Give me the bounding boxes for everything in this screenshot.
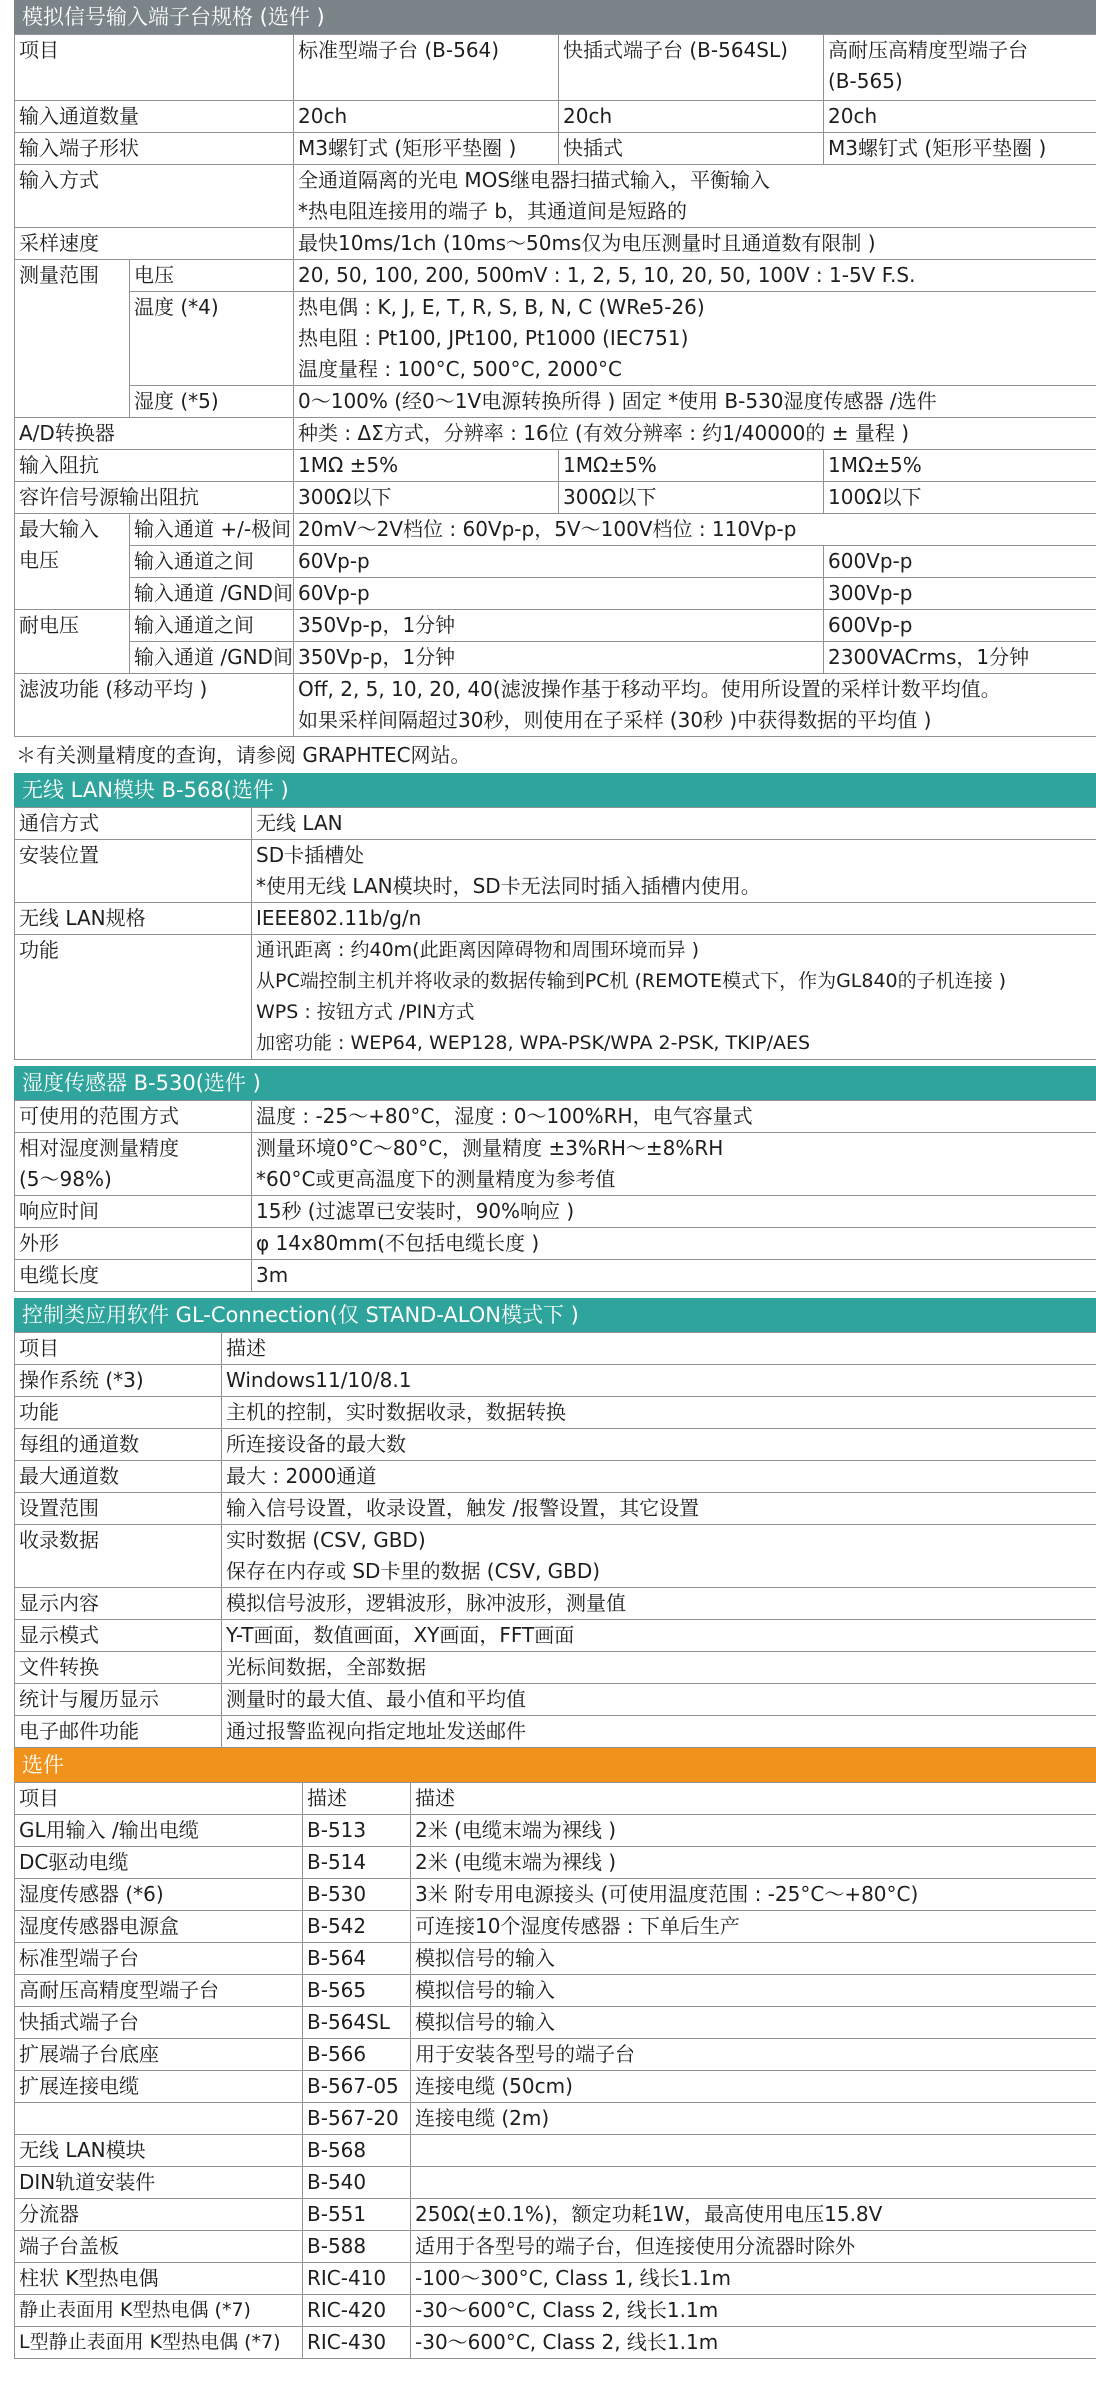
cell-model: RIC-420 [303,2295,411,2327]
cell-model: B-568 [303,2135,411,2167]
analog-spec-table [14,34,1096,737]
row-label: 项目 [15,35,294,101]
humidity-section-title: 湿度传感器 B-530(选件 ) [14,1066,1096,1100]
wlan-section-title: 无线 LAN模块 B-568(选件 ) [14,773,1096,807]
cell-name: 扩展连接电缆 [15,2071,303,2103]
table-row [15,1716,1096,1748]
cell-line: 高耐压高精度型端子台 [828,38,1028,62]
cell-name: GL用输入 /输出电缆 [15,1815,303,1847]
cell-model: B-567-05 [303,2071,411,2103]
row-label: 每组的通道数 [15,1429,222,1461]
cell-desc: 用于安装各型号的端子台 [411,2039,1096,2071]
row-label: 无线 LAN规格 [15,903,252,935]
options-section-title: 选件 [14,1748,1096,1782]
cell [294,165,1096,228]
table-row [15,2231,1096,2263]
sub-label: 湿度 (*5) [130,386,294,418]
cell-desc: 描述 [411,1783,1096,1815]
cell-desc: 3米 附专用电源接头 (可使用温度范围 : -25°C～+80°C) [411,1879,1096,1911]
table-row [15,1588,1096,1620]
row-label: 响应时间 [15,1196,252,1228]
footnote: ＊有关测量精度的查询，请参阅 GRAPHTEC网站。 [16,743,471,767]
cell-desc: 2米 (电缆末端为裸线 ) [411,1815,1096,1847]
cell-desc [411,2135,1096,2167]
cell-model: B-514 [303,1847,411,1879]
row-label: 项目 [15,1333,222,1365]
cell-model: RIC-410 [303,2263,411,2295]
cell-desc: 250Ω(±0.1%)，额定功耗1W，最高使用电压15.8V [411,2199,1096,2231]
cell [222,1525,1096,1588]
sub-label: 输入通道 +/-极间 [130,514,294,546]
cell-name: 湿度传感器 (*6) [15,1879,303,1911]
row-label: 采样速度 [15,228,294,260]
cell-line: 全通道隔离的光电 MOS继电器扫描式输入，平衡输入 [298,168,771,192]
row-label: 显示内容 [15,1588,222,1620]
cell-name: 标准型端子台 [15,1943,303,1975]
cell-line: *60°C或更高温度下的测量精度为参考值 [256,1167,616,1191]
sub-label: 输入通道 /GND间 [130,642,294,674]
table-row [15,2135,1096,2167]
table-row [15,514,1096,546]
cell: 无线 LAN [252,808,1096,840]
cell-name: 高耐压高精度型端子台 [15,1975,303,2007]
cell-model: B-530 [303,1879,411,1911]
cell: 快插式端子台 (B-564SL) [559,35,824,101]
cell-desc: -30～600°C, Class 2, 线长1.1m [411,2295,1096,2327]
table-row [15,840,1096,903]
cell-name [15,2103,303,2135]
cell [824,35,1096,101]
table-row [15,1525,1096,1588]
table-row [15,228,1096,260]
sub-label: 温度 (*4) [130,292,294,386]
cell: 快插式 [559,133,824,165]
table-row [15,450,1096,482]
cell-desc [411,2167,1096,2199]
cell-model: B-588 [303,2231,411,2263]
table-row [15,674,1096,737]
cell: 20, 50, 100, 200, 500mV : 1, 2, 5, 10, 20, 50, 100V : 1-5V F.S. [294,260,1096,292]
cell-desc: 模拟信号的输入 [411,2007,1096,2039]
analog-section-title: 模拟信号输入端子台规格 (选件 ) [14,0,1096,34]
cell-line: 如果采样间隔超过30秒，则使用在子采样 (30秒 )中获得数据的平均值 ) [298,708,932,732]
cell: 所连接设备的最大数 [222,1429,1096,1461]
wlan-spec-table [14,807,1096,1060]
table-row [15,1365,1096,1397]
row-label: 耐电压 [15,610,130,674]
cell-line: *热电阻连接用的端子 b，其通道间是短路的 [298,199,688,223]
cell-name: 端子台盖板 [15,2231,303,2263]
cell-name: DIN轨道安装件 [15,2167,303,2199]
table-row [15,1493,1096,1525]
table-row [15,2327,1096,2359]
table-row [15,1260,1096,1292]
row-label: 测量范围 [15,260,130,418]
humidity-sensor-section [14,1066,1096,1292]
cell-desc: 可连接10个湿度传感器 : 下单后生产 [411,1911,1096,1943]
table-row [15,1461,1096,1493]
options-section [14,1748,1096,2359]
row-label: 滤波功能 (移动平均 ) [15,674,294,737]
row-label: 通信方式 [15,808,252,840]
cell: 60Vp-p [294,546,824,578]
table-row [15,1943,1096,1975]
cell-desc: 连接电缆 (2m) [411,2103,1096,2135]
table-row [15,101,1096,133]
cell-line: 温度量程 : 100°C, 500°C, 2000°C [298,357,623,381]
cell-desc: 2米 (电缆末端为裸线 ) [411,1847,1096,1879]
row-label: 容许信号源输出阻抗 [15,482,294,514]
table-row [15,2039,1096,2071]
table-row [15,165,1096,228]
label-line: 最大输入 [19,517,99,541]
cell: 20ch [294,101,559,133]
cell-line: WPS : 按钮方式 /PIN方式 [256,1001,475,1023]
cell-desc: 模拟信号的输入 [411,1943,1096,1975]
row-label: 输入端子形状 [15,133,294,165]
table-row [15,935,1096,1060]
options-table [14,1782,1096,2359]
cell [294,292,1096,386]
table-row [15,1333,1096,1365]
table-row [15,1228,1096,1260]
cell-name: 分流器 [15,2199,303,2231]
cell: 主机的控制，实时数据收录，数据转换 [222,1397,1096,1429]
table-row [15,1847,1096,1879]
cell-desc: -30～600°C, Class 2, 线长1.1m [411,2327,1096,2359]
cell-model: RIC-430 [303,2327,411,2359]
cell-line: (B-565) [828,69,903,93]
table-row [15,2071,1096,2103]
cell-line: *使用无线 LAN模块时，SD卡无法同时插入插槽内使用。 [256,874,761,898]
cell: M3螺钉式 (矩形平垫圈 ) [294,133,559,165]
table-row [15,903,1096,935]
cell: 350Vp-p，1分钟 [294,610,824,642]
row-label [15,1133,252,1196]
cell-line: 热电阻 : Pt100, JPt100, Pt1000 (IEC751) [298,326,689,350]
cell: 20ch [559,101,824,133]
cell-line: SD卡插槽处 [256,843,365,867]
cell-model: B-551 [303,2199,411,2231]
table-row [15,2295,1096,2327]
row-label: 文件转换 [15,1652,222,1684]
cell-line: 热电偶 : K, J, E, T, R, S, B, N, C (WRe5-26) [298,295,705,319]
table-row [15,1101,1096,1133]
row-label: 输入阻抗 [15,450,294,482]
cell-desc: 连接电缆 (50cm) [411,2071,1096,2103]
table-row [15,808,1096,840]
table-row [15,260,1096,292]
humidity-spec-table [14,1100,1096,1292]
table-row [15,642,1096,674]
cell: 20mV～2V档位 : 60Vp-p，5V～100V档位 : 110Vp-p [294,514,1096,546]
row-label: 电子邮件功能 [15,1716,222,1748]
cell: 测量时的最大值、最小值和平均值 [222,1684,1096,1716]
cell: 600Vp-p [824,610,1096,642]
cell [252,935,1096,1060]
cell: 输入信号设置，收录设置，触发 /报警设置，其它设置 [222,1493,1096,1525]
cell-name: 项目 [15,1783,303,1815]
table-row [15,578,1096,610]
cell-desc: 适用于各型号的端子台，但连接使用分流器时除外 [411,2231,1096,2263]
row-label: 收录数据 [15,1525,222,1588]
cell: M3螺钉式 (矩形平垫圈 ) [824,133,1096,165]
row-label: 显示模式 [15,1620,222,1652]
cell: 2300VACrms，1分钟 [824,642,1096,674]
row-label: 操作系统 (*3) [15,1365,222,1397]
cell-line: 从PC端控制主机并将收录的数据传输到PC机 (REMOTE模式下，作为GL840的子机连接 ) [256,970,1007,992]
row-label: 输入方式 [15,165,294,228]
table-row [15,1815,1096,1847]
table-row [15,1620,1096,1652]
cell: 1MΩ±5% [559,450,824,482]
cell: 600Vp-p [824,546,1096,578]
table-row [15,482,1096,514]
cell: Y-T画面，数值画面，XY画面，FFT画面 [222,1620,1096,1652]
table-row [15,2167,1096,2199]
cell-model: 描述 [303,1783,411,1815]
row-label: 电缆长度 [15,1260,252,1292]
row-label: 功能 [15,1397,222,1429]
cell: 温度 : -25～+80°C，湿度 : 0～100%RH，电气容量式 [252,1101,1096,1133]
row-label: 功能 [15,935,252,1060]
cell-model: B-567-20 [303,2103,411,2135]
cell: 0～100% (经0～1V电源转换所得 ) 固定 *使用 B-530湿度传感器 /选件 [294,386,1096,418]
cell-name: DC驱动电缆 [15,1847,303,1879]
cell [294,674,1096,737]
row-label: 设置范围 [15,1493,222,1525]
cell-model: B-565 [303,1975,411,2007]
cell-name: 湿度传感器电源盒 [15,1911,303,1943]
cell-name: 柱状 K型热电偶 [15,2263,303,2295]
software-section [14,1298,1096,1748]
row-label: 外形 [15,1228,252,1260]
cell-name: 扩展端子台底座 [15,2039,303,2071]
cell-name: L型静止表面用 K型热电偶 (*7) [15,2327,303,2359]
row-label: 输入通道数量 [15,101,294,133]
cell-name: 无线 LAN模块 [15,2135,303,2167]
row-label [15,514,130,610]
table-row [15,418,1096,450]
table-row [15,1975,1096,2007]
cell: φ 14x80mm(不包括电缆长度 ) [252,1228,1096,1260]
table-row [15,1196,1096,1228]
cell: 300Ω以下 [294,482,559,514]
cell: 描述 [222,1333,1096,1365]
cell: IEEE802.11b/g/n [252,903,1096,935]
cell: 15秒 (过滤罩已安装时，90%响应 ) [252,1196,1096,1228]
cell: 3m [252,1260,1096,1292]
table-row [15,1783,1096,1815]
table-row [15,133,1096,165]
analog-terminal-section [14,0,1096,773]
cell: 标准型端子台 (B-564) [294,35,559,101]
row-label: A/D转换器 [15,418,294,450]
cell: 最快10ms/1ch (10ms～50ms仅为电压测量时且通道数有限制 ) [294,228,1096,260]
wlan-module-section [14,773,1096,1060]
cell: 光标间数据，全部数据 [222,1652,1096,1684]
cell-name: 快插式端子台 [15,2007,303,2039]
sub-label: 输入通道之间 [130,610,294,642]
cell-line: 通讯距离 : 约40m(此距离因障碍物和周围环境而异 ) [256,939,700,961]
label-line: (5～98%) [19,1167,112,1191]
table-row [15,386,1096,418]
sub-label: 输入通道 /GND间 [130,578,294,610]
table-row [15,2199,1096,2231]
cell: 通过报警监视向指定地址发送邮件 [222,1716,1096,1748]
cell-desc: 模拟信号的输入 [411,1975,1096,2007]
row-label: 可使用的范围方式 [15,1101,252,1133]
cell: Windows11/10/8.1 [222,1365,1096,1397]
cell: 300Vp-p [824,578,1096,610]
table-row [15,1879,1096,1911]
row-label: 最大通道数 [15,1461,222,1493]
cell: 60Vp-p [294,578,824,610]
cell-model: B-564 [303,1943,411,1975]
table-row [15,292,1096,386]
cell [252,840,1096,903]
cell [252,1133,1096,1196]
cell: 1MΩ±5% [824,450,1096,482]
table-row [15,1133,1096,1196]
cell: 1MΩ ±5% [294,450,559,482]
cell-line: Off, 2, 5, 10, 20, 40(滤波操作基于移动平均。使用所设置的采样计数平均值。 [298,677,1001,701]
software-section-title: 控制类应用软件 GL-Connection(仅 STAND-ALON模式下 ) [14,1298,1096,1332]
cell-line: 测量环境0°C～80°C，测量精度 ±3%RH～±8%RH [256,1136,724,1160]
cell: 最大 : 2000通道 [222,1461,1096,1493]
table-row [15,2007,1096,2039]
table-row [15,546,1096,578]
table-row [15,1397,1096,1429]
cell-line: 保存在内存或 SD卡里的数据 (CSV, GBD) [226,1559,601,1583]
cell: 20ch [824,101,1096,133]
table-row [15,1652,1096,1684]
cell-model: B-540 [303,2167,411,2199]
cell-line: 加密功能 : WEP64, WEP128, WPA-PSK/WPA 2-PSK, TKIP/AES [256,1032,811,1054]
sub-label: 电压 [130,260,294,292]
cell-desc: -100～300°C, Class 1, 线长1.1m [411,2263,1096,2295]
table-row [15,610,1096,642]
cell-model: B-513 [303,1815,411,1847]
row-label: 安装位置 [15,840,252,903]
cell: 模拟信号波形，逻辑波形，脉冲波形，测量值 [222,1588,1096,1620]
table-row [15,2263,1096,2295]
software-spec-table [14,1332,1096,1748]
cell: 300Ω以下 [559,482,824,514]
cell-model: B-564SL [303,2007,411,2039]
label-line: 电压 [19,548,59,572]
table-row [15,1911,1096,1943]
table-row [15,35,1096,101]
table-row [15,1684,1096,1716]
cell-name: 静止表面用 K型热电偶 (*7) [15,2295,303,2327]
label-line: 相对湿度测量精度 [19,1136,179,1160]
table-row [15,2103,1096,2135]
cell: 100Ω以下 [824,482,1096,514]
cell-model: B-542 [303,1911,411,1943]
cell: 350Vp-p，1分钟 [294,642,824,674]
cell: 种类 : ΔΣ方式，分辨率 : 16位 (有效分辨率 : 约1/40000的 ± 量程 ) [294,418,1096,450]
sub-label: 输入通道之间 [130,546,294,578]
row-label: 统计与履历显示 [15,1684,222,1716]
cell-line: 实时数据 (CSV, GBD) [226,1528,426,1552]
table-row [15,1429,1096,1461]
cell-model: B-566 [303,2039,411,2071]
